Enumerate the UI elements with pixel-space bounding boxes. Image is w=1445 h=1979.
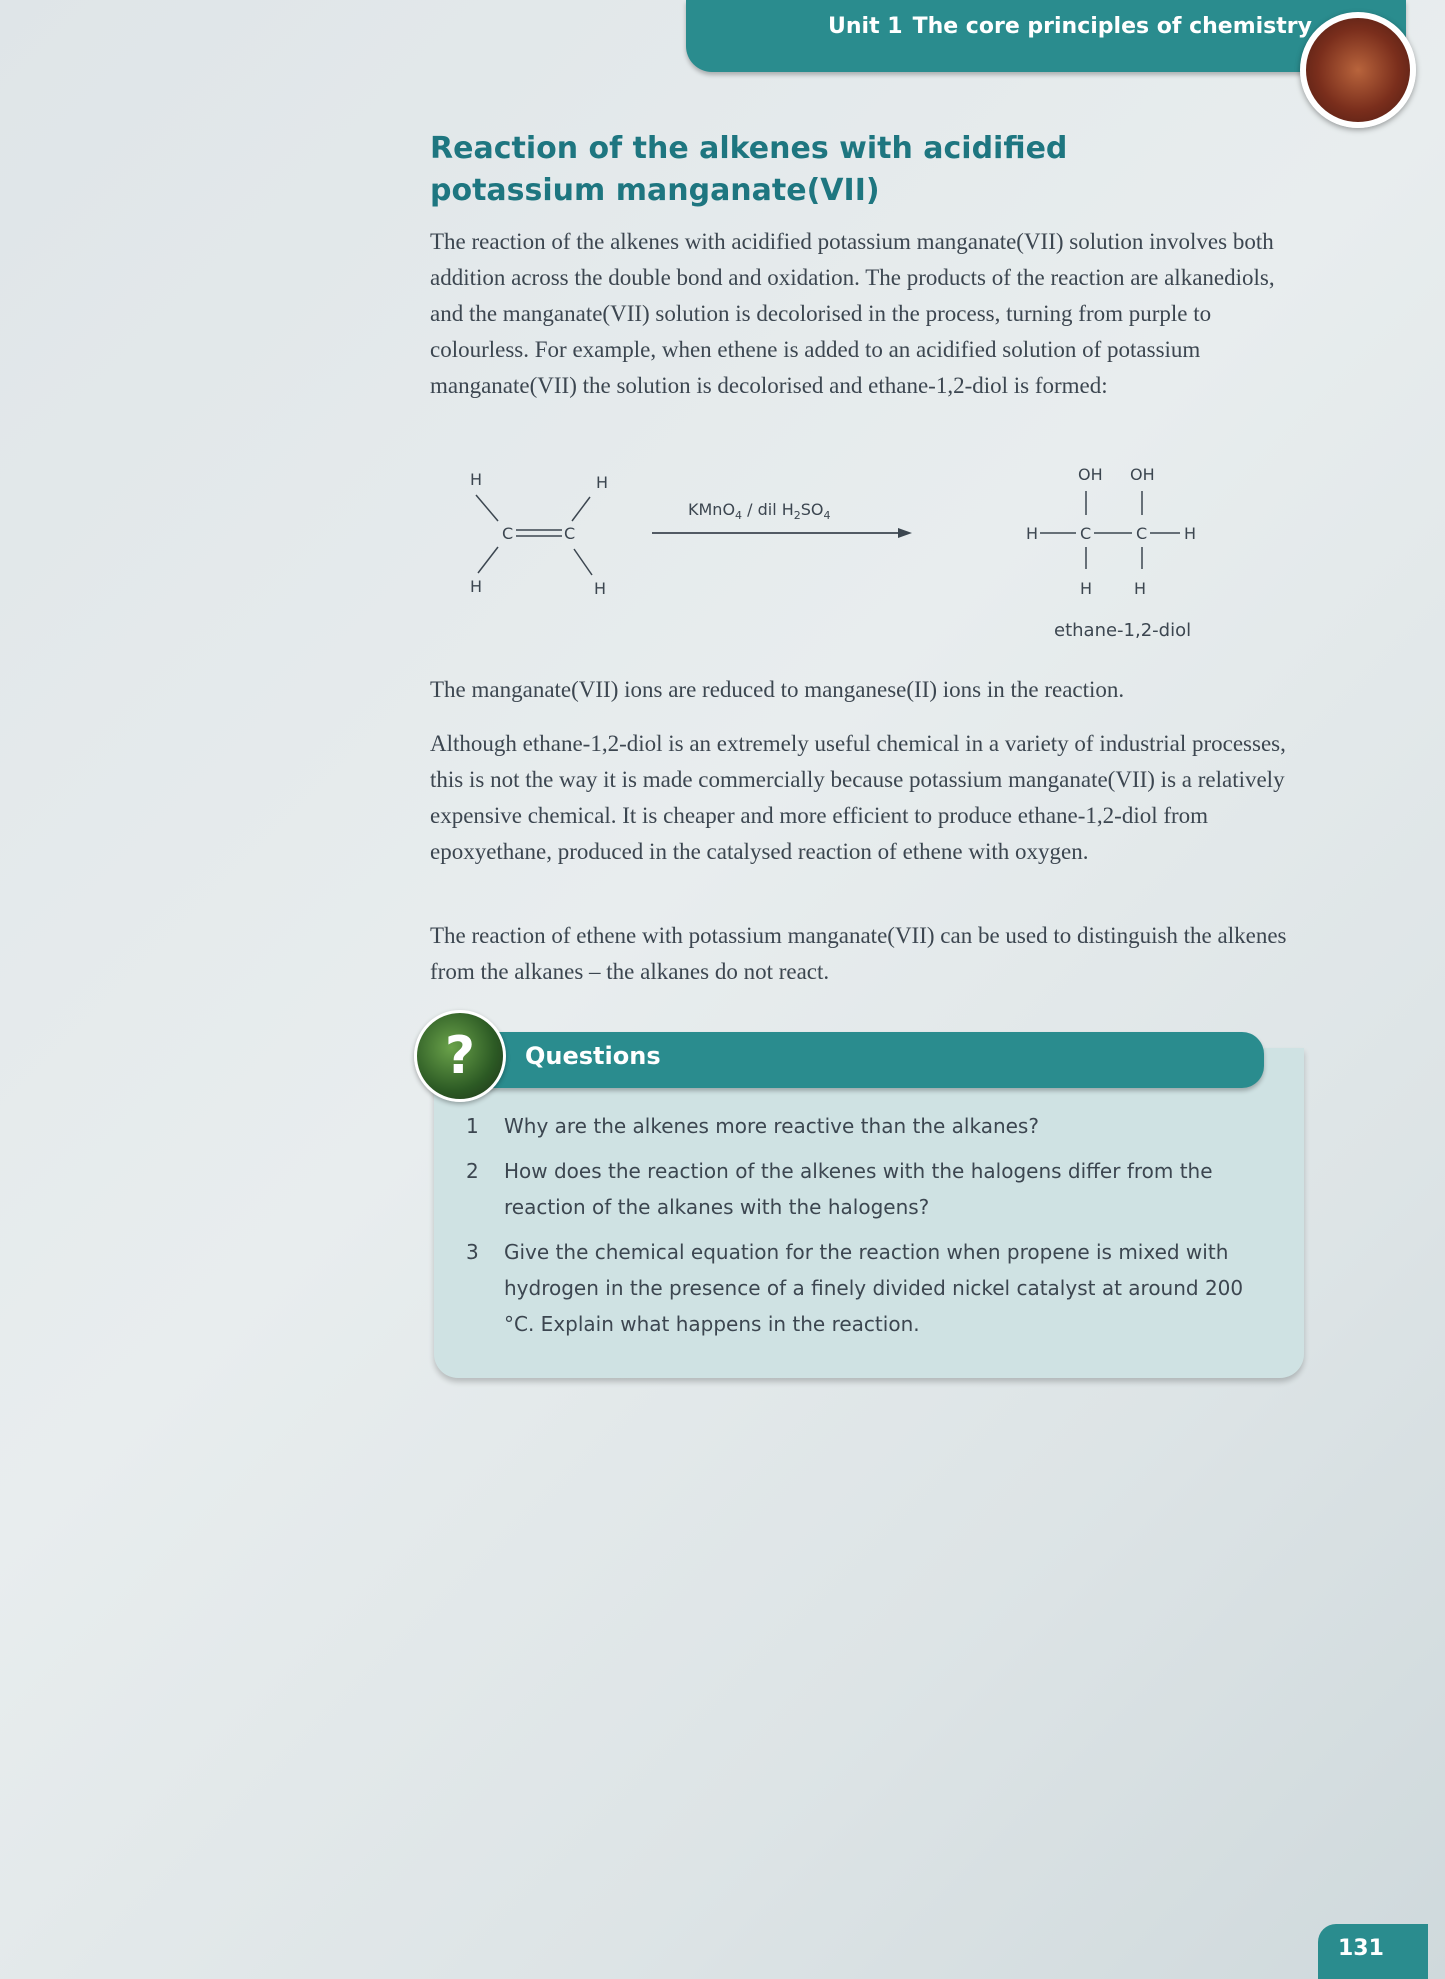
ethene-h-bottom-right: H xyxy=(594,579,607,598)
unit-label: Unit 1 xyxy=(828,14,903,39)
question-number: 3 xyxy=(466,1240,479,1264)
header-title xyxy=(828,14,1312,39)
product-bonds xyxy=(1040,491,1180,569)
reagent-label: KMnO$_4$ / dil $H_2SO_4$ xyxy=(688,500,831,522)
page-number-tab xyxy=(1318,1924,1428,1979)
question-number: 1 xyxy=(466,1114,479,1138)
question-mark-icon: ? xyxy=(414,1010,506,1102)
product-h-left: H xyxy=(1026,524,1039,543)
ethene-h-top-right: H xyxy=(596,473,609,492)
unit-title: The core principles of chemistry xyxy=(912,14,1312,39)
question-text: How does the reaction of the alkenes with the halogens differ from the reaction of the alkanes with the halogens? xyxy=(504,1159,1213,1219)
reaction-arrow-head xyxy=(898,528,912,538)
product-h-bottom-left: H xyxy=(1080,579,1093,598)
questions-heading: Questions xyxy=(525,1042,661,1070)
question-text: Give the chemical equation for the reaction when propene is mixed with hydrogen in the presence of a finely divided nickel catalyst at around 200 °C. Explain what happens in the reaction. xyxy=(504,1240,1244,1336)
product-oh-left: OH xyxy=(1078,465,1103,484)
page-number: 131 xyxy=(1338,1936,1384,1961)
product-oh-right: OH xyxy=(1130,465,1155,484)
ethene-c-left: C xyxy=(502,524,514,543)
industrial-paragraph: Although ethane-1,2-diol is an extremely useful chemical in a variety of industrial processes, this is not the way it is made commercially because potassium manganate(VII) is a relatively expensive chemical. It is cheaper and more efficient to produce ethane-1,2-diol from epoxyethane, produced in the catalysed reaction of ethene with oxygen. xyxy=(430,731,1286,864)
question-text: Why are the alkenes more reactive than the alkanes? xyxy=(504,1114,1039,1138)
product-h-right: H xyxy=(1184,524,1197,543)
intro-paragraph: The reaction of the alkenes with acidified potassium manganate(VII) solution involves both addition across the double bond and oxidation. The products of the reaction are alkanediols, and the manganate(VII) solution is decolorised in the process, turning from purple to colourless. For example, when ethene is added to an acidified solution of potassium manganate(VII) the solution is decolorised and ethane-1,2-diol is formed: xyxy=(430,229,1275,398)
ethene-c-right: C xyxy=(564,524,576,543)
section-title: Reaction of the alkenes with acidified potassium manganate(VII) xyxy=(430,131,1068,208)
question-item xyxy=(466,1108,1256,1144)
product-c-right: C xyxy=(1136,524,1148,543)
ethene-h-top-left: H xyxy=(470,470,483,489)
reduction-paragraph: The manganate(VII) ions are reduced to manganese(II) ions in the reaction. xyxy=(430,677,1125,702)
question-item xyxy=(466,1153,1256,1225)
atom-emblem-icon xyxy=(1300,12,1416,128)
distinguish-paragraph: The reaction of ethene with potassium manganate(VII) can be used to distinguish the alkenes from the alkanes – the alkanes do not react. xyxy=(430,923,1287,984)
ethene-h-bottom-left: H xyxy=(470,577,483,596)
product-h-bottom-right: H xyxy=(1134,579,1147,598)
product-name-label: ethane-1,2-diol xyxy=(1054,620,1192,641)
question-item xyxy=(466,1234,1256,1342)
product-c-left: C xyxy=(1080,524,1092,543)
question-number: 2 xyxy=(466,1159,479,1183)
questions-list xyxy=(466,1108,1256,1351)
